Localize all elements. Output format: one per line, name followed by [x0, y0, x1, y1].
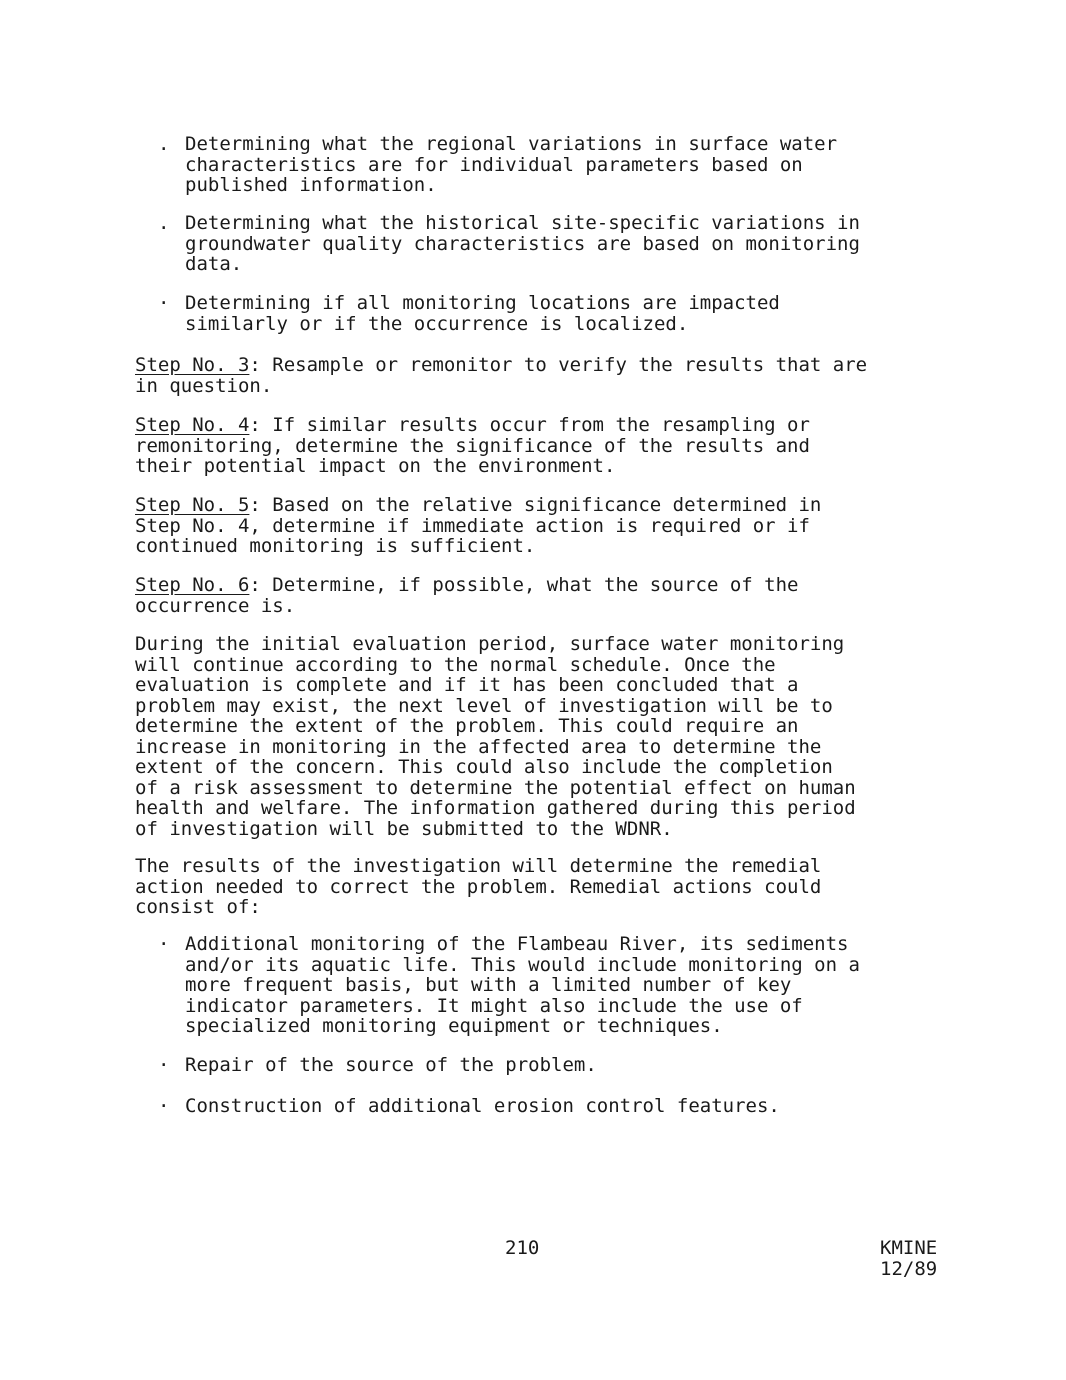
bullet-text: Determining what the regional variations in surface water characteristics are for individual parameters based on published information.: [185, 133, 838, 196]
bullet-mark: .: [158, 133, 170, 155]
step-3-paragraph: [135, 355, 965, 396]
results-paragraph: The results of the investigation will determine the remedial action needed to correct the problem. Remedial actions could consist of:: [135, 855, 822, 918]
bullet-text: Determining if all monitoring locations are impacted similarly or if the occurrence is localized.: [185, 292, 780, 335]
step-text: : Based on the relative significance determined in Step No. 4, determine if immediate action is required or if continued monitoring is sufficient.: [135, 494, 822, 557]
bullet-mark: .: [158, 212, 170, 234]
step-6-paragraph: [135, 575, 965, 616]
bullet-text: Construction of additional erosion control features.: [185, 1095, 780, 1117]
step-4-paragraph: [135, 415, 965, 477]
step-label: Step No. 4: [135, 414, 250, 436]
bullet-mark: ·: [158, 1095, 170, 1117]
step-label: Step No. 3: [135, 354, 250, 376]
step-label: Step No. 5: [135, 494, 250, 516]
step-text: : Resample or remonitor to verify the results that are in question.: [135, 354, 868, 397]
bullet-text: Additional monitoring of the Flambeau River, its sediments and/or its aquatic life. This would include monitoring on a more frequent basis, but with a limited number of key indicator parameters. It might also include the use of specialized monitoring equipment or techniques.: [185, 933, 860, 1037]
step-text: : Determine, if possible, what the source of the occurrence is.: [135, 574, 799, 617]
bullet-mark: ·: [158, 1054, 170, 1076]
bullet-mark: ·: [158, 933, 170, 955]
bullet-text: Repair of the source of the problem.: [185, 1054, 597, 1076]
bullet-text: Determining what the historical site-specific variations in groundwater quality characteristics are based on monitoring data.: [185, 212, 860, 275]
step-5-paragraph: [135, 495, 965, 557]
bullet-mark: ·: [158, 292, 170, 314]
evaluation-paragraph: During the initial evaluation period, surface water monitoring will continue according to the normal schedule. Once the evaluation is complete and if it has been concluded that a problem may exist, the next level of investigation will be to determine the extent of the problem. This could require an increase in monitoring in the affected area to determine the extent of the concern. This could also include the completion of a risk assessment to determine the potential effect on human health and welfare. The information gathered during this period of investigation will be submitted to the WDNR.: [135, 633, 856, 840]
step-text: : If similar results occur from the resampling or remonitoring, determine the significance of the results and their potential impact on the environment.: [135, 414, 810, 477]
page-number: 210: [505, 1237, 540, 1259]
document-code: KMINE 12/89: [880, 1237, 938, 1280]
step-label: Step No. 6: [135, 574, 250, 596]
